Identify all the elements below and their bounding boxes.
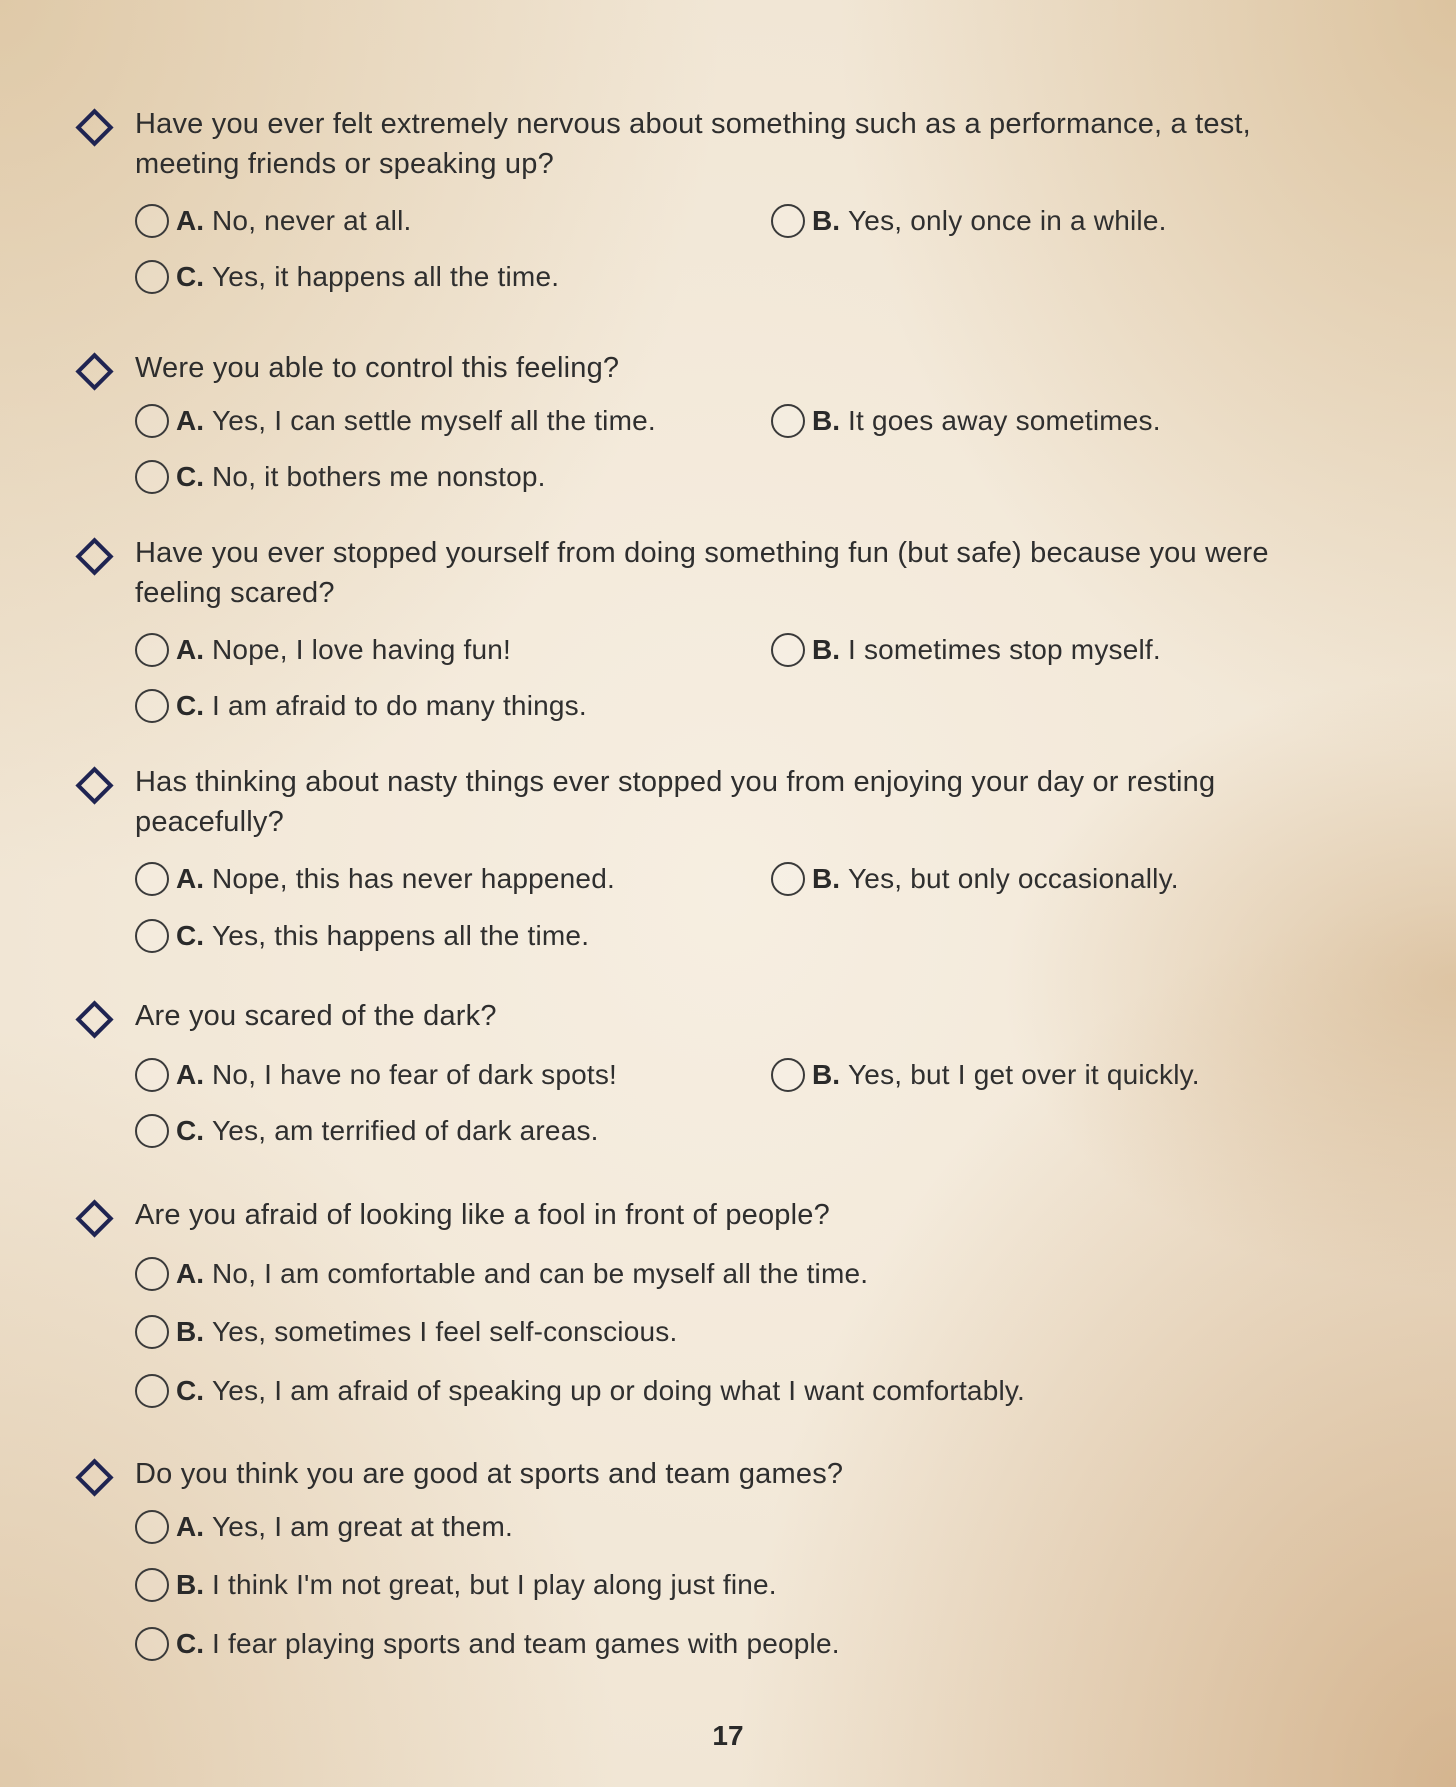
answer-options xyxy=(135,1054,1324,1154)
radio-circle-icon[interactable] xyxy=(135,1257,169,1291)
option-text: Yes, I am great at them. xyxy=(212,1511,514,1542)
diamond-bullet-icon xyxy=(75,537,113,575)
question-header xyxy=(74,533,1324,613)
radio-circle-icon[interactable] xyxy=(771,633,805,667)
option-b[interactable] xyxy=(135,1311,677,1353)
radio-circle-icon[interactable] xyxy=(135,1627,169,1661)
option-a[interactable] xyxy=(135,629,511,671)
option-letter: C. xyxy=(176,690,204,721)
diamond-bullet-icon xyxy=(75,352,113,390)
option-text: No, never at all. xyxy=(212,205,412,236)
option-letter: A. xyxy=(176,1258,204,1289)
option-letter: B. xyxy=(812,205,840,236)
option-text: Yes, it happens all the time. xyxy=(212,261,560,292)
radio-circle-icon[interactable] xyxy=(135,1315,169,1349)
question-header xyxy=(74,348,1324,388)
option-letter: C. xyxy=(176,1375,204,1406)
radio-circle-icon[interactable] xyxy=(135,1374,169,1408)
option-a[interactable] xyxy=(135,200,412,242)
option-a[interactable] xyxy=(135,858,615,900)
radio-circle-icon[interactable] xyxy=(771,404,805,438)
option-text: No, I am comfortable and can be myself all the time. xyxy=(212,1258,869,1289)
option-text: No, it bothers me nonstop. xyxy=(212,461,546,492)
option-text: Yes, I can settle myself all the time. xyxy=(212,405,656,436)
option-c[interactable] xyxy=(135,1110,599,1152)
option-b[interactable] xyxy=(771,200,1167,242)
radio-circle-icon[interactable] xyxy=(135,1510,169,1544)
option-text: I am afraid to do many things. xyxy=(212,690,587,721)
option-letter: A. xyxy=(176,405,204,436)
option-letter: C. xyxy=(176,1115,204,1146)
option-a[interactable] xyxy=(135,1054,617,1096)
option-c[interactable] xyxy=(135,1370,1025,1412)
question-1 xyxy=(74,104,1324,300)
option-text: Yes, but only occasionally. xyxy=(848,863,1179,894)
option-c[interactable] xyxy=(135,1623,840,1665)
question-header xyxy=(74,762,1324,842)
radio-circle-icon[interactable] xyxy=(771,1058,805,1092)
option-text: Yes, I am afraid of speaking up or doing what I want comfortably. xyxy=(212,1375,1025,1406)
option-text: Yes, only once in a while. xyxy=(848,205,1167,236)
option-letter: B. xyxy=(176,1316,204,1347)
option-a[interactable] xyxy=(135,1253,868,1295)
option-text: Yes, sometimes I feel self-conscious. xyxy=(212,1316,678,1347)
option-letter: C. xyxy=(176,1628,204,1659)
question-7 xyxy=(74,1454,1324,1666)
answer-options xyxy=(135,858,1324,958)
option-letter: A. xyxy=(176,1511,204,1542)
question-text: Has thinking about nasty things ever stopped you from enjoying your day or resting peacefully? xyxy=(135,766,1216,838)
option-b[interactable] xyxy=(771,1054,1200,1096)
question-2 xyxy=(74,348,1324,500)
answer-options xyxy=(135,200,1324,300)
option-text: Nope, I love having fun! xyxy=(212,634,511,665)
radio-circle-icon[interactable] xyxy=(135,1058,169,1092)
diamond-bullet-icon xyxy=(75,108,113,146)
diamond-bullet-icon xyxy=(75,1199,113,1237)
option-letter: B. xyxy=(812,405,840,436)
question-text: Are you afraid of looking like a fool in front of people? xyxy=(135,1199,830,1231)
option-text: Yes, but I get over it quickly. xyxy=(848,1059,1200,1090)
radio-circle-icon[interactable] xyxy=(135,460,169,494)
option-b[interactable] xyxy=(135,1564,777,1606)
question-text: Are you scared of the dark? xyxy=(135,1000,497,1032)
option-text: Nope, this has never happened. xyxy=(212,863,615,894)
diamond-bullet-icon xyxy=(75,1000,113,1038)
option-b[interactable] xyxy=(771,400,1161,442)
option-b[interactable] xyxy=(771,858,1179,900)
answer-options xyxy=(135,1506,1324,1666)
radio-circle-icon[interactable] xyxy=(135,689,169,723)
radio-circle-icon[interactable] xyxy=(135,633,169,667)
option-letter: A. xyxy=(176,1059,204,1090)
option-letter: B. xyxy=(812,863,840,894)
option-letter: B. xyxy=(176,1569,204,1600)
radio-circle-icon[interactable] xyxy=(771,204,805,238)
radio-circle-icon[interactable] xyxy=(135,260,169,294)
radio-circle-icon[interactable] xyxy=(135,1568,169,1602)
option-letter: A. xyxy=(176,634,204,665)
option-letter: C. xyxy=(176,261,204,292)
question-text: Have you ever stopped yourself from doing something fun (but safe) because you were feeling scared? xyxy=(135,537,1269,609)
option-letter: A. xyxy=(176,205,204,236)
option-c[interactable] xyxy=(135,915,589,957)
option-letter: C. xyxy=(176,920,204,951)
radio-circle-icon[interactable] xyxy=(771,862,805,896)
question-4 xyxy=(74,762,1324,958)
question-text: Were you able to control this feeling? xyxy=(135,352,620,384)
radio-circle-icon[interactable] xyxy=(135,404,169,438)
question-header xyxy=(74,1454,1324,1494)
question-header xyxy=(74,996,1324,1036)
option-letter: B. xyxy=(812,1059,840,1090)
question-3 xyxy=(74,533,1324,729)
question-header xyxy=(74,104,1324,184)
option-letter: B. xyxy=(812,634,840,665)
option-letter: C. xyxy=(176,461,204,492)
radio-circle-icon[interactable] xyxy=(135,1114,169,1148)
option-c[interactable] xyxy=(135,256,559,298)
option-c[interactable] xyxy=(135,685,587,727)
question-text: Do you think you are good at sports and team games? xyxy=(135,1458,844,1490)
option-text: It goes away sometimes. xyxy=(848,405,1161,436)
option-text: No, I have no fear of dark spots! xyxy=(212,1059,618,1090)
answer-options xyxy=(135,1253,1324,1413)
option-c[interactable] xyxy=(135,456,546,498)
option-a[interactable] xyxy=(135,400,656,442)
radio-circle-icon[interactable] xyxy=(135,204,169,238)
page-number: 17 xyxy=(712,1720,744,1751)
question-6 xyxy=(74,1195,1324,1413)
answer-options xyxy=(135,629,1324,729)
option-text: I sometimes stop myself. xyxy=(848,634,1161,665)
answer-options xyxy=(135,400,1324,500)
option-text: Yes, am terrified of dark areas. xyxy=(212,1115,599,1146)
radio-circle-icon[interactable] xyxy=(135,862,169,896)
option-text: I think I'm not great, but I play along just fine. xyxy=(212,1569,777,1600)
diamond-bullet-icon xyxy=(75,1458,113,1496)
option-b[interactable] xyxy=(771,629,1161,671)
question-header xyxy=(74,1195,1324,1235)
option-text: I fear playing sports and team games with people. xyxy=(212,1628,840,1659)
option-a[interactable] xyxy=(135,1506,513,1548)
radio-circle-icon[interactable] xyxy=(135,919,169,953)
question-5 xyxy=(74,996,1324,1154)
question-text: Have you ever felt extremely nervous about something such as a performance, a test, meeting friends or speaking up? xyxy=(135,108,1251,180)
option-letter: A. xyxy=(176,863,204,894)
option-text: Yes, this happens all the time. xyxy=(212,920,590,951)
diamond-bullet-icon xyxy=(75,766,113,804)
